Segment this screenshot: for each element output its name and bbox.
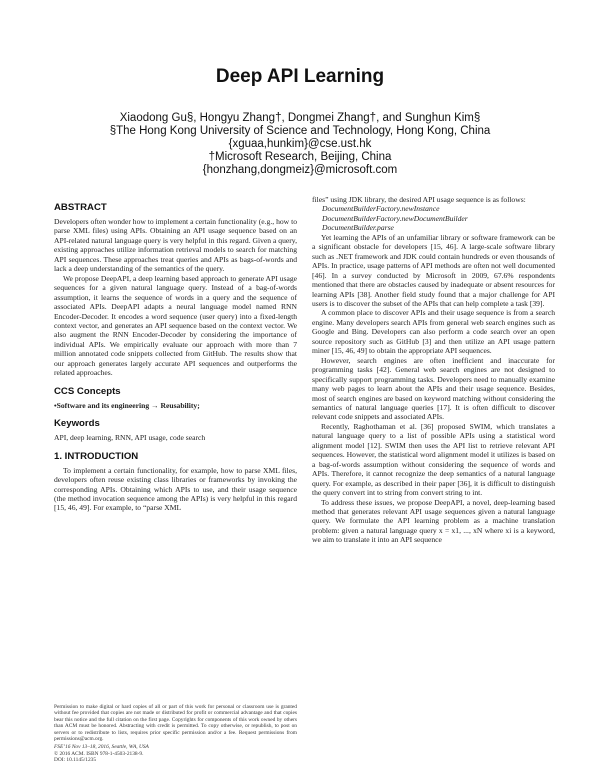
affiliation-microsoft: †Microsoft Research, Beijing, China: [208, 151, 392, 163]
permission-text: Permission to make digital or hard copies of all or part of this work for personal or classroom use is granted without fee provided that copies are not made or distributed for profit or commercial advantage and that copies bear this notice and the full citation on the first page. Copyrights for components of this work owned by others than ACM must be honored. Abstracting with credit is permitted. To copy otherwise, or republish, to post on servers or to redistribute to lists, requires prior specific permission and/or a fee. Request permissions from permissions@acm.org.: [54, 704, 297, 743]
paper-title: Deep API Learning: [215, 66, 385, 87]
body-paragraph: Recently, Raghothaman et al. [36] proposed SWIM, which translates a natural language query to a list of possible APIs using a statistical word alignment model [12]. SWIM then uses the API list to retrieve relevant API sequences. However, the statistical word alignment model it utilizes is based on a bag-of-words assumption without considering the sequence of words and APIs. Therefore, it cannot recognize the deep semantics of a natural language query. For example, as described in their paper [36], it is difficult to distinguish the query convert int to string from convert string to int.: [312, 421, 555, 498]
body-paragraph: files” using JDK library, the desired API usage sequence is as follows:: [312, 195, 526, 204]
body-paragraph: To address these issues, we propose DeepAPI, a novel, deep-learning based method that generates relevant API usage sequences given a natural language query. We formulate the API learning problem as a machine translation problem: given a natural language query x = x1, ..., xN where xi is a keyword, we aim to translate it into an API sequence: [312, 497, 555, 545]
right-column: [312, 195, 555, 545]
body-paragraph: Yet learning the APIs of an unfamiliar library or software framework can be a significant obstacle for developers [15, 46]. A large-scale software library such as .NET framework and JDK could contain hundreds or even thousands of APIs. In practice, usage patterns of API methods are often not well documented [46]. In a survey conducted by Microsoft in 2009, 67.6% respondents mentioned that there are obstacles caused by inadequate or absent resources for learning APIs [38]. Another field study found that a major challenge for API users is to discover the subset of the APIs that can help complete a task [39].: [312, 232, 555, 308]
abstract-paragraph: We propose DeepAPI, a deep learning based approach to generate API usage sequences for a given natural language query. Instead of a bag-of-words assumption, it learns the sequence of words in a query and the sequence of associated APIs. DeepAPI adapts a neural language model named RNN Encoder-Decoder. It encodes a word sequence (user query) into a fixed-length context vector, and generates an API sequence based on the context vector. We also augment the RNN Encoder-Decoder by considering the importance of individual APIs. We empirically evaluate our approach with more than 7 million annotated code snippets collected from GitHub. The results show that our approach generates largely accurate API sequences and outperforms the related approaches.: [54, 273, 297, 378]
author-names: Xiaodong Gu§, Hongyu Zhang†, Dongmei Zhang†, and Sunghun Kim§: [119, 112, 481, 124]
email-hkust: {xguaa,hunkim}@cse.ust.hk: [228, 138, 372, 150]
permission-footnote: [54, 704, 297, 764]
body-paragraph: A common place to discover APIs and their usage sequence is from a search engine. Many developers search APIs from general web search engines such as Google and Bing. Developers can also perform a code search over an open source repository such as GitHub [3] and then utilize an API usage pattern miner [15, 46, 49] to obtain the appropriate API sequences.: [312, 308, 555, 356]
conference-venue: FSE’16 Nov 13–18, 2016, Seattle, WA, USA: [54, 744, 149, 751]
code-line: DocumentBuilderFactory.newInstance: [322, 204, 440, 214]
doi-line: DOI: 10.1145/1235: [54, 757, 97, 764]
introduction-heading: 1. INTRODUCTION: [54, 450, 139, 462]
intro-paragraph: To implement a certain functionality, for example, how to parse XML files, developers often reuse existing class libraries or frameworks by invoking the corresponding APIs. Obtaining which APIs to use, and their usage sequence (the method invocation sequence among the APIs) is very helpful in this regard [15, 46, 49]. For example, to “parse XML: [54, 465, 297, 513]
left-column: [54, 202, 297, 513]
email-microsoft: {honzhang,dongmeiz}@microsoft.com: [202, 164, 398, 176]
abstract-heading: ABSTRACT: [54, 202, 107, 213]
body-paragraph: However, search engines are often inefficient and inaccurate for programming tasks [42]. General web search engines are not designed to specifically support programming tasks. Developers need to manually examine many web pages to learn about the APIs and their usage sequence. Besides, most of search engines are based on keyword matching without considering the semantics of natural language queries [17]. It is often difficult to discover relevant code snippets and associated APIs.: [312, 355, 555, 422]
ccs-heading: CCS Concepts: [54, 385, 121, 397]
code-line: DocumentBuilder.parse: [322, 223, 394, 233]
copyright-line: © 2016 ACM. ISBN 978-1-4503-2138-9.: [54, 750, 144, 757]
keywords-heading: Keywords: [54, 418, 100, 430]
ccs-concepts: •Software and its engineering → Reusability;: [54, 400, 200, 410]
author-block: [0, 112, 600, 177]
abstract-paragraph: Developers often wonder how to implement a certain functionality (e.g., how to parse XML files) using APIs. Obtaining an API usage sequence based on an API-related natural language query is very helpful in this regard. Given a query, existing approaches utilize information retrieval models to search for matching API sequences. These approaches treat queries and APIs as bags-of-words and lack a deep understanding of the semantics of the query.: [54, 217, 297, 274]
code-line: DocumentBuilderFactory.newDocumentBuilder: [322, 213, 468, 223]
keywords-text: API, deep learning, RNN, API usage, code search: [54, 433, 206, 443]
affiliation-hkust: §The Hong Kong University of Science and Technology, Hong Kong, China: [109, 125, 491, 137]
